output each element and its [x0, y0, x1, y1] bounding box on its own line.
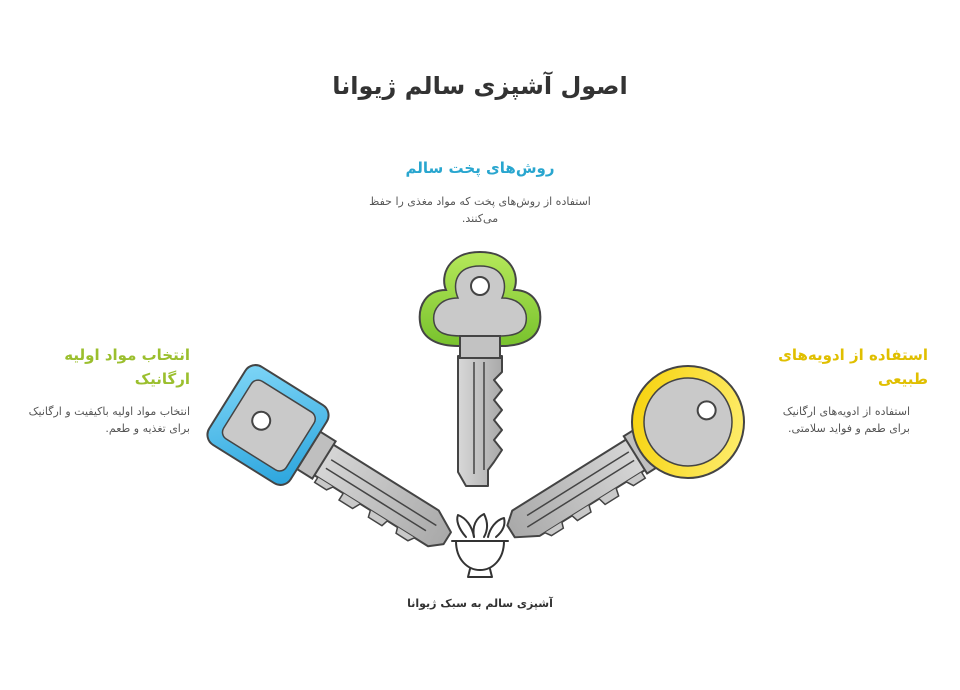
bowl-with-leaves-icon — [452, 514, 508, 577]
right-key — [482, 345, 765, 580]
center-label: آشپزی سالم به سبک ژیوانا — [407, 597, 553, 610]
page-title: اصول آشپزی سالم ژیوانا — [332, 72, 628, 100]
left-key — [203, 361, 472, 577]
top-key — [420, 252, 541, 486]
left-key-description: انتخاب مواد اولیه باکیفیت و ارگانیک برای تغذیه و طعم. — [28, 405, 190, 435]
left-key-heading: انتخاب مواد اولیه ارگانیک — [64, 346, 190, 388]
right-key-heading: استفاده از ادویه‌های طبیعی — [778, 346, 928, 388]
top-key-heading: روش‌های پخت سالم — [405, 159, 555, 177]
top-key-description: استفاده از روش‌های پخت که مواد مغذی را حفظ می‌کنند. — [369, 195, 591, 225]
right-key-description: استفاده از ادویه‌های ارگانیک برای طعم و فواید سلامتی. — [782, 405, 910, 435]
